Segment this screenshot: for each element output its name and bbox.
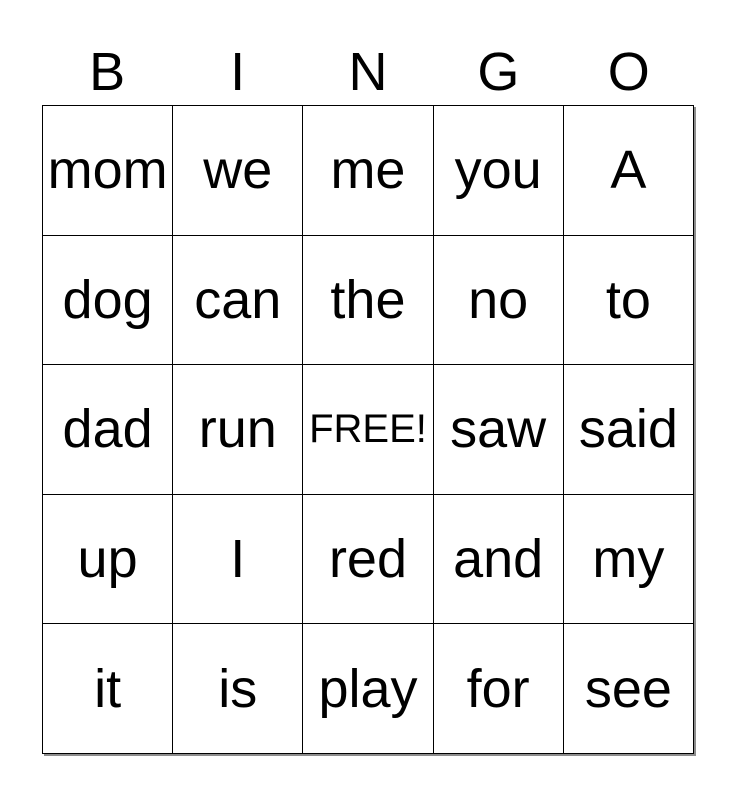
bingo-cell-r2c4[interactable]: no	[433, 235, 563, 365]
bingo-cell-r5c4[interactable]: for	[433, 624, 563, 754]
bingo-row-1	[43, 106, 694, 236]
bingo-title-letter-o: O	[607, 42, 650, 102]
bingo-cell-r4c5[interactable]: my	[563, 494, 693, 624]
bingo-cell-r1c5[interactable]: A	[563, 106, 693, 236]
bingo-cell-r3c4[interactable]: saw	[433, 365, 563, 495]
bingo-cell-r2c2[interactable]: can	[173, 235, 303, 365]
bingo-cell-r2c1[interactable]: dog	[43, 235, 173, 365]
bingo-cell-r3c5[interactable]: said	[563, 365, 693, 495]
bingo-row-4	[43, 494, 694, 624]
bingo-cell-r2c3[interactable]: the	[303, 235, 433, 365]
bingo-cell-r5c5[interactable]: see	[563, 624, 693, 754]
bingo-cell-r5c1[interactable]: it	[43, 624, 173, 754]
bingo-title-letter-g: G	[477, 42, 520, 102]
bingo-cell-r1c1[interactable]: mom	[43, 106, 173, 236]
bingo-row-5	[43, 624, 694, 754]
bingo-cell-r1c4[interactable]: you	[433, 106, 563, 236]
bingo-cell-free[interactable]: FREE!	[303, 365, 433, 495]
bingo-title-letter-b: B	[89, 42, 126, 102]
bingo-cell-r3c1[interactable]: dad	[43, 365, 173, 495]
bingo-grid	[42, 105, 694, 754]
bingo-cell-r4c4[interactable]: and	[433, 494, 563, 624]
bingo-cell-r4c3[interactable]: red	[303, 494, 433, 624]
bingo-title-letter-i: I	[230, 42, 246, 102]
bingo-title-letter-n: N	[348, 42, 388, 102]
bingo-cell-r4c2[interactable]: I	[173, 494, 303, 624]
bingo-cell-r1c3[interactable]: me	[303, 106, 433, 236]
bingo-row-2	[43, 235, 694, 365]
bingo-cell-r2c5[interactable]: to	[563, 235, 693, 365]
bingo-cell-r3c2[interactable]: run	[173, 365, 303, 495]
bingo-cell-r1c2[interactable]: we	[173, 106, 303, 236]
bingo-row-3	[43, 365, 694, 495]
bingo-cell-r4c1[interactable]: up	[43, 494, 173, 624]
bingo-cell-r5c2[interactable]: is	[173, 624, 303, 754]
bingo-title	[42, 40, 694, 105]
bingo-cell-r5c3[interactable]: play	[303, 624, 433, 754]
